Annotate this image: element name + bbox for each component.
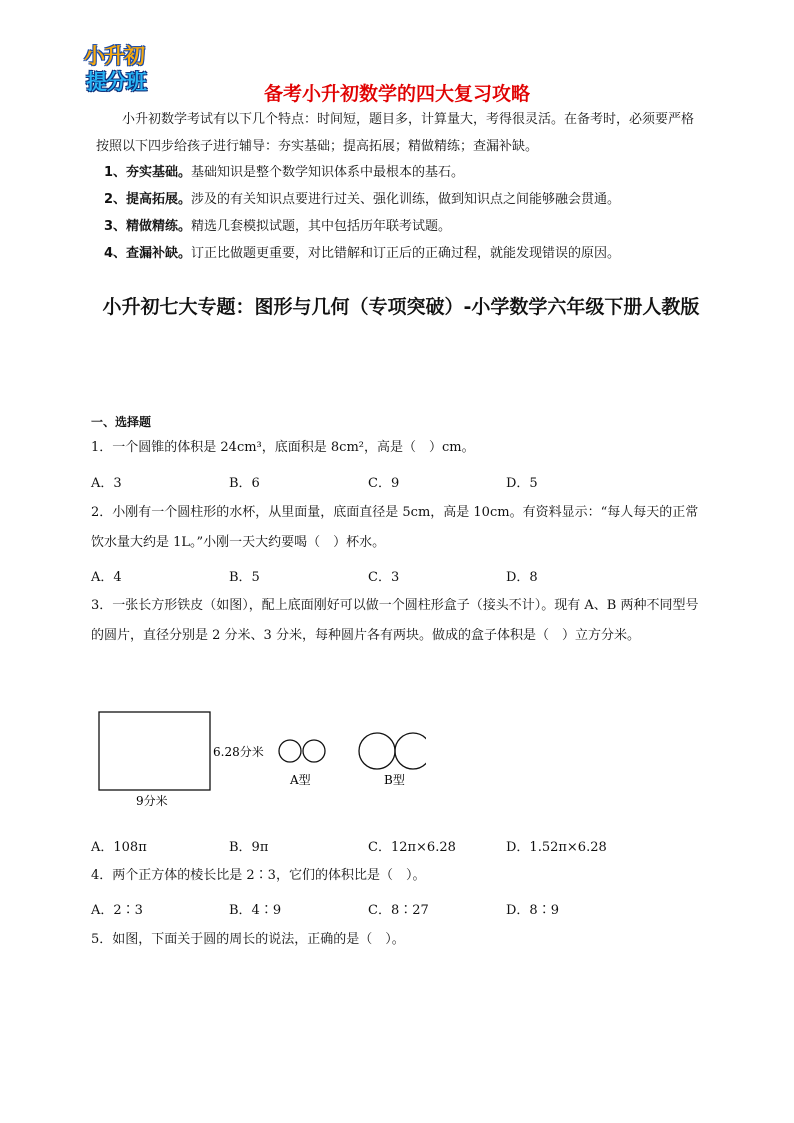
option-a[interactable]: A．3 <box>91 476 122 491</box>
circle-b-1 <box>359 733 395 769</box>
tip-3 <box>104 217 704 237</box>
option-b[interactable]: B．4∶9 <box>229 903 282 918</box>
option-d[interactable]: D．1.52π×6.28 <box>506 840 607 855</box>
option-d[interactable]: D．8∶9 <box>506 903 559 918</box>
question-4: 4．两个正方体的棱长比是 2∶3，它们的体积比是（ ）。 <box>91 868 426 883</box>
tip-text: 涉及的有关知识点要进行过关、强化训练，做到知识点之间能够融会贯通。 <box>191 192 621 207</box>
a-type-label: A型 <box>290 773 311 787</box>
option-b[interactable]: B．9π <box>229 840 269 855</box>
option-a[interactable]: A．4 <box>91 570 122 585</box>
document-title: 小升初七大专题：图形与几何（专项突破）-小学数学六年级下册人教版 <box>102 296 700 318</box>
option-c[interactable]: C．12π×6.28 <box>368 840 456 855</box>
question-2: 2．小刚有一个圆柱形的水杯，从里面量，底面直径是 5cm，高是 10cm。有资料显示：“每人每天的正常饮水量大约是 1L。”小刚一天大约要喝（ ）杯水。 <box>91 505 699 550</box>
option-c[interactable]: C．3 <box>368 570 400 585</box>
option-d[interactable]: D．8 <box>506 570 538 585</box>
strategy-intro: 小升初数学考试有以下几个特点：时间短，题目多，计算量大，考得很灵活。在备考时，必须要严格按照以下四步给孩子进行辅导：夯实基础；提高拓展；精做精练；查漏补缺。 <box>96 112 695 154</box>
option-d[interactable]: D．5 <box>506 476 538 491</box>
logo-line-1: 小升初 <box>84 44 144 68</box>
question-3-figure <box>96 705 426 813</box>
tip-2 <box>104 190 704 210</box>
circle-b-2 <box>395 733 426 769</box>
option-c[interactable]: C．8∶27 <box>368 903 429 918</box>
circle-a-1 <box>279 740 301 762</box>
b-type-label: B型 <box>384 773 405 787</box>
option-c[interactable]: C．9 <box>368 476 400 491</box>
question-2-options <box>91 566 706 586</box>
tip-1 <box>104 163 704 183</box>
tip-label: 4、查漏补缺。 <box>104 246 192 261</box>
tip-4 <box>104 244 704 264</box>
figure-drawing <box>96 705 426 813</box>
question-4-options <box>91 899 706 919</box>
tip-label: 1、夯实基础。 <box>104 165 192 180</box>
option-b[interactable]: B．6 <box>229 476 260 491</box>
question-1: 1．一个圆锥的体积是 24cm³，底面积是 8cm²，高是（ ）cm。 <box>91 440 475 455</box>
question-1-options <box>91 472 706 492</box>
height-label: 6.28分米 <box>213 745 264 759</box>
strategy-title: 备考小升初数学的四大复习攻略 <box>263 83 530 105</box>
tip-text: 基础知识是整个数学知识体系中最根本的基石。 <box>191 165 465 180</box>
option-b[interactable]: B．5 <box>229 570 260 585</box>
question-5: 5．如图，下面关于圆的周长的说法，正确的是（ ）。 <box>91 932 405 947</box>
logo-line-2: 提分班 <box>86 70 146 94</box>
rectangle-sheet <box>99 712 210 790</box>
tip-text: 精选几套模拟试题，其中包括历年联考试题。 <box>191 219 452 234</box>
section-heading: 一、选择题 <box>91 415 152 429</box>
tip-label: 3、精做精练。 <box>104 219 192 234</box>
circle-a-2 <box>303 740 325 762</box>
tip-text: 订正比做题更重要，对比错解和订正后的正确过程，就能发现错误的原因。 <box>191 246 621 261</box>
question-3-options <box>91 836 706 856</box>
question-3: 3．一张长方形铁皮（如图），配上底面刚好可以做一个圆柱形盒子（接头不计）。现有 A、B 两种不同型号的圆片，直径分别是 2 分米、3 分米，每种圆片各有两块。做成的盒子体积是（ ）立方分米。 <box>91 598 699 643</box>
option-a[interactable]: A．2∶3 <box>91 903 143 918</box>
width-label: 9分米 <box>136 794 168 808</box>
option-a[interactable]: A．108π <box>91 840 147 855</box>
tip-label: 2、提高拓展。 <box>104 192 192 207</box>
